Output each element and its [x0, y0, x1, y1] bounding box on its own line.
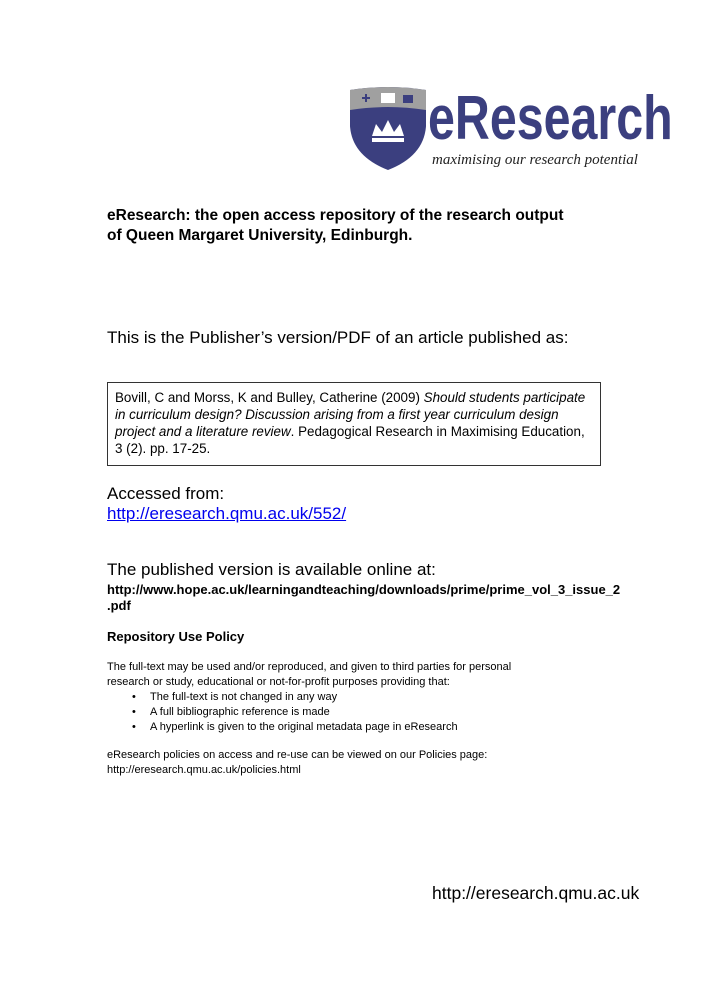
published-url-line-1: http://www.hope.ac.uk/learningandteaching/downloads/prime/prime_vol_3_issue_2 [107, 582, 621, 597]
policy-bullet: A hyperlink is given to the original metadata page in eResearch [150, 721, 458, 733]
policy-footer-url: http://eresearch.qmu.ac.uk/policies.html [107, 764, 301, 776]
policy-intro-2: research or study, educational or not-for-profit purposes providing that: [107, 676, 450, 688]
citation-source: . Pedagogical Research in Maximising Education, 3 (2). pp. 17-25. [115, 424, 585, 456]
bullet-icon: • [132, 706, 136, 718]
policy-intro-1: The full-text may be used and/or reproduced, and given to third parties for personal [107, 661, 512, 673]
logo-name: eResearch [428, 84, 673, 153]
policy-title: Repository Use Policy [107, 629, 245, 644]
shield-logo-icon [348, 86, 428, 172]
policy-bullet: The full-text is not changed in any way [150, 691, 338, 703]
citation-box [107, 382, 601, 466]
logo-tagline: maximising our research potential [432, 152, 638, 168]
bullet-icon: • [132, 691, 136, 703]
footer-url: http://eresearch.qmu.ac.uk [432, 883, 640, 903]
published-label: The published version is available online at: [107, 560, 436, 579]
published-url-line-2: .pdf [107, 598, 131, 613]
heading-line-2: of Queen Margaret University, Edinburgh. [107, 227, 413, 244]
accessed-label: Accessed from: [107, 484, 225, 503]
citation-authors: Bovill, C and Morss, K and Bulley, Catherine (2009) [115, 390, 420, 405]
citation-title: Should students participate in curriculum design? Discussion arising from a first year curriculum design project and a literature review [115, 390, 586, 439]
intro-text: This is the Publisher’s version/PDF of an article published as: [107, 328, 569, 347]
policy-bullet: A full bibliographic reference is made [150, 706, 330, 718]
policy-footer-1: eResearch policies on access and re-use can be viewed on our Policies page: [107, 749, 488, 761]
bullet-icon: • [132, 721, 136, 733]
accessed-link[interactable]: http://eresearch.qmu.ac.uk/552/ [107, 504, 347, 523]
heading-line-1: eResearch: the open access repository of the research output [107, 207, 564, 224]
